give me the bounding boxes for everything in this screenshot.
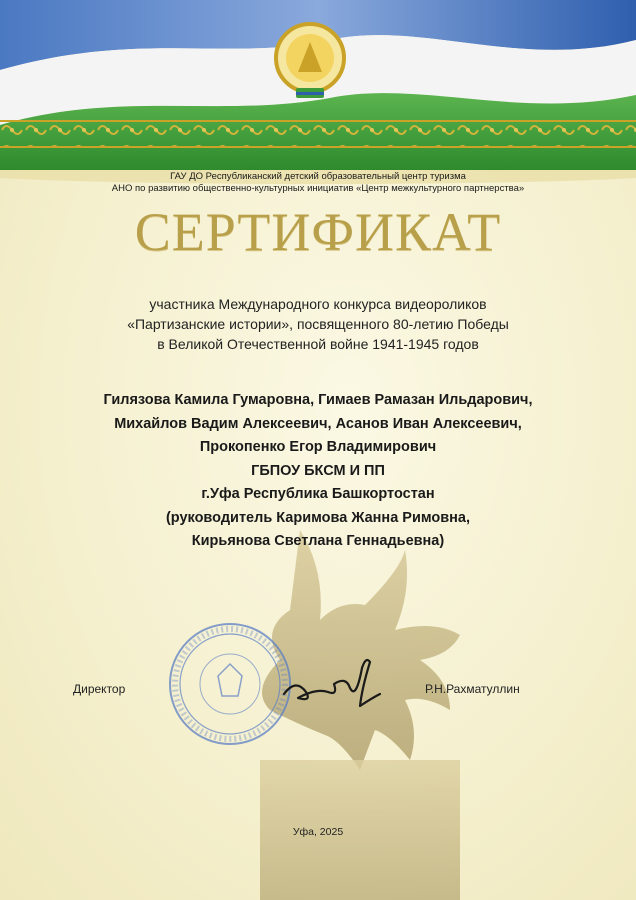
director-name: Р.Н.Рахматуллин [425, 682, 520, 696]
description-line: в Великой Отечественной войне 1941-1945 годов [157, 336, 479, 352]
organizer-line-1: ГАУ ДО Республиканский детский образовательный центр туризма [170, 171, 466, 182]
description-line: «Партизанские истории», посвященного 80-летию Победы [127, 316, 509, 332]
supervisor-line: Кирьянова Светлана Геннадьевна) [191, 533, 445, 549]
recipients-block [0, 389, 636, 554]
institution-location: г.Уфа Республика Башкортостан [201, 486, 435, 502]
recipient-line: Прокопенко Егор Владимирович [199, 439, 437, 455]
recipient-line: Михайлов Вадим Алексеевич, Асанов Иван Алексеевич, [114, 415, 522, 432]
certificate-description [0, 294, 636, 354]
director-title: Директор [73, 682, 126, 696]
organizer-header [0, 171, 636, 195]
certificate-title: СЕРТИФИКАТ [134, 202, 502, 262]
official-round-seal-icon [166, 620, 294, 748]
place-and-year: Уфа, 2025 [292, 826, 344, 838]
organizer-line-2: АНО по развитию общественно-культурных инициатив «Центр межкультурного партнерства» [111, 183, 525, 194]
supervisor-line: (руководитель Каримова Жанна Римовна, [165, 509, 471, 526]
bashkortostan-coat-of-arms-icon [272, 18, 348, 108]
recipient-line: Гилязова Камила Гумаровна, Гимаев Рамазан Ильдарович, [103, 392, 533, 408]
description-line: участника Международного конкурса видеороликов [149, 296, 487, 312]
institution-name: ГБПОУ БКСМ И ПП [251, 462, 385, 479]
director-signature [276, 648, 386, 720]
